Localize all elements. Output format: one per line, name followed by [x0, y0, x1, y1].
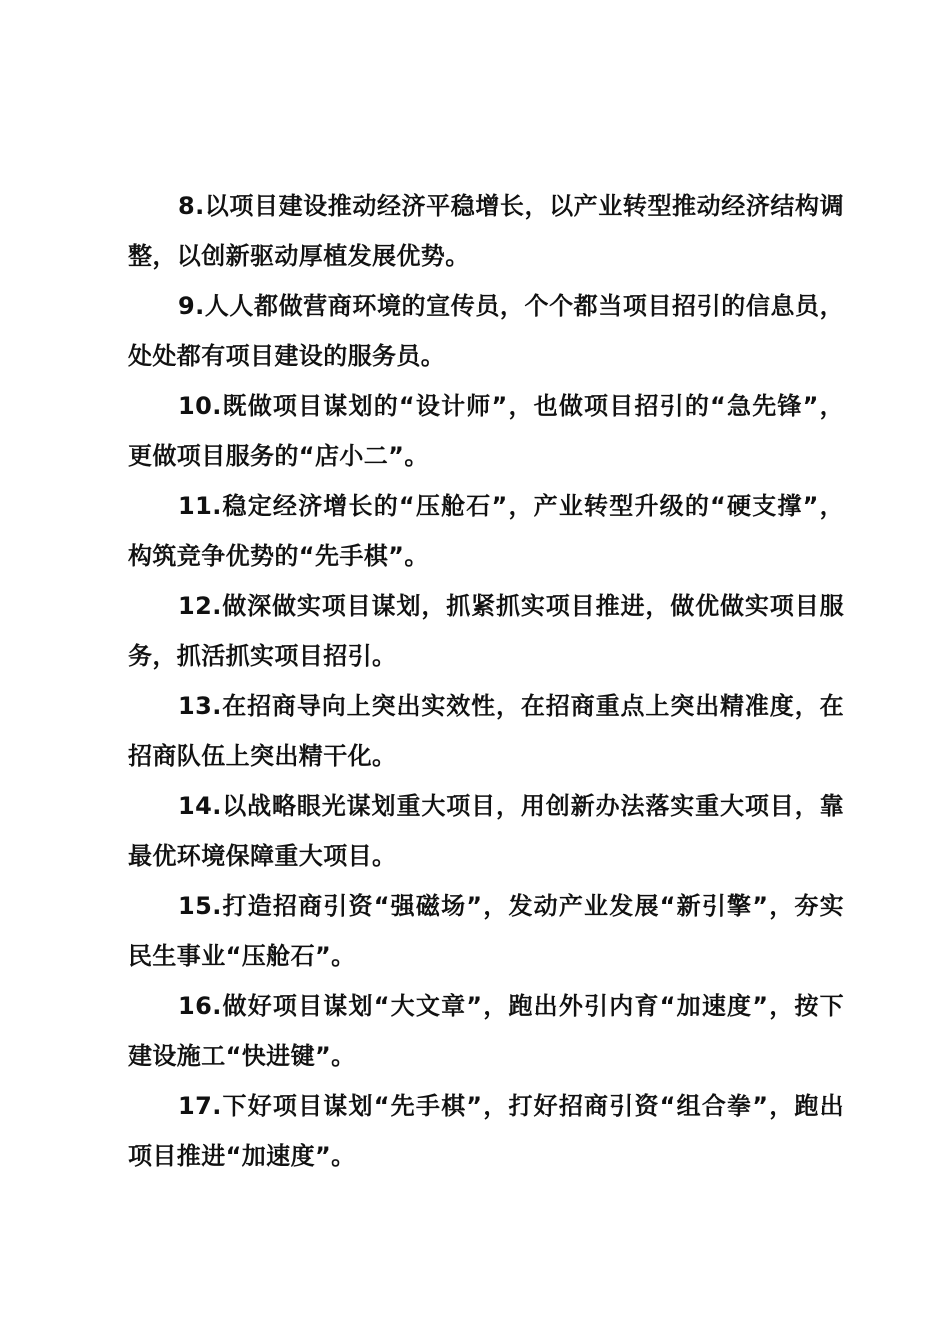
paragraph-item-16: 16.做好项目谋划“大文章”，跑出外引内育“加速度”，按下建设施工“快进键”。	[128, 992, 844, 1070]
paragraph-item-11: 11.稳定经济增长的“压舱石”，产业转型升级的“硬支撑”，构筑竞争优势的“先手棋”。	[128, 492, 844, 570]
paragraph-item-12: 12.做深做实项目谋划，抓紧抓实项目推进，做优做实项目服务，抓活抓实项目招引。	[128, 592, 844, 670]
paragraph-item-8: 8.以项目建设推动经济平稳增长，以产业转型推动经济结构调整，以创新驱动厚植发展优势。	[128, 192, 844, 270]
paragraph-item-14: 14.以战略眼光谋划重大项目，用创新办法落实重大项目，靠最优环境保障重大项目。	[128, 792, 844, 870]
paragraph-item-9: 9.人人都做营商环境的宣传员，个个都当项目招引的信息员，处处都有项目建设的服务员。	[128, 292, 844, 370]
paragraph-item-10: 10.既做项目谋划的“设计师”，也做项目招引的“急先锋”，更做项目服务的“店小二”。	[128, 392, 844, 470]
paragraph-item-15: 15.打造招商引资“强磁场”，发动产业发展“新引擎”，夯实民生事业“压舱石”。	[128, 892, 844, 970]
document-body	[128, 181, 844, 1181]
paragraph-item-13: 13.在招商导向上突出实效性，在招商重点上突出精准度，在招商队伍上突出精干化。	[128, 692, 844, 770]
paragraph-item-17: 17.下好项目谋划“先手棋”，打好招商引资“组合拳”，跑出项目推进“加速度”。	[128, 1092, 844, 1170]
